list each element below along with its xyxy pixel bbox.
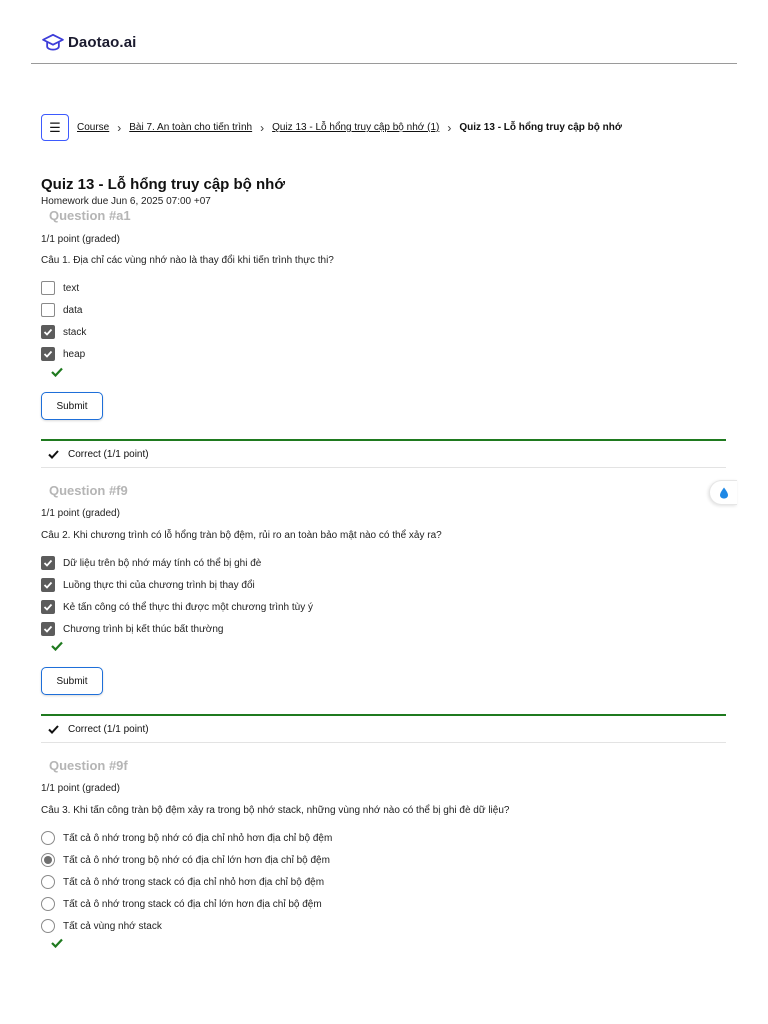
answer-option[interactable] [41,555,261,571]
option-label: Dữ liệu trên bộ nhớ máy tính có thể bị ghi đè [63,557,262,569]
option-label: stack [63,326,87,338]
breadcrumb-section[interactable]: Quiz 13 - Lỗ hổng truy cập bộ nhớ (1) [272,122,440,133]
answer-option[interactable] [41,280,79,296]
radio-button[interactable] [41,875,55,889]
droplet-icon [719,487,729,499]
radio-button[interactable] [41,919,55,933]
answer-option[interactable] [41,918,162,934]
answer-option[interactable] [41,830,332,846]
checkmark-icon [51,938,63,948]
option-label: Tất cả vùng nhớ stack [63,920,162,932]
chevron-right-icon: › [260,120,265,135]
question-prompt: Câu 3. Khi tấn công tràn bộ đệm xảy ra trong bộ nhớ stack, những vùng nhớ nào có thể bị ghi đè dữ liệu? [41,805,510,816]
answer-option[interactable] [41,302,82,318]
page-title: Quiz 13 - Lỗ hổng truy cập bộ nhớ [41,176,285,193]
question-points: 1/1 point (graded) [41,508,120,519]
breadcrumb [41,114,622,141]
brand-name: Daotao.ai [68,33,137,51]
radio-button[interactable] [41,897,55,911]
checkmark-icon [43,558,53,568]
checkmark-icon [43,349,53,359]
checkmark-icon [51,641,63,651]
graduation-cap-icon [42,33,64,51]
option-label: Tất cả ô nhớ trong bộ nhớ có địa chỉ nhỏ hơn địa chỉ bộ đệm [63,832,333,844]
question-prompt: Câu 1. Địa chỉ các vùng nhớ nào là thay đổi khi tiến trình thực thi? [41,255,334,266]
radio-button[interactable] [41,853,55,867]
checkmark-icon [48,725,59,734]
checkmark-icon [43,327,53,337]
checkbox[interactable] [41,578,55,592]
question-heading: Question #9f [49,758,128,773]
due-date: Homework due Jun 6, 2025 07:00 +07 [41,196,211,207]
checkmark-icon [43,602,53,612]
option-label: Tất cả ô nhớ trong stack có địa chỉ lớn hơn địa chỉ bộ đệm [63,898,322,910]
top-bar [31,0,737,64]
radio-button[interactable] [41,831,55,845]
question-points: 1/1 point (graded) [41,234,120,245]
result-banner [41,439,726,468]
checkbox[interactable] [41,600,55,614]
checkmark-icon [43,624,53,634]
chevron-right-icon: › [117,120,122,135]
question-heading: Question #a1 [49,208,131,223]
answer-option[interactable] [41,599,313,615]
answer-option[interactable] [41,346,85,362]
checkbox[interactable] [41,303,55,317]
question-points: 1/1 point (graded) [41,783,120,794]
option-label: Tất cả ô nhớ trong stack có địa chỉ nhỏ hơn địa chỉ bộ đệm [63,876,325,888]
breadcrumb-lesson[interactable]: Bài 7. An toàn cho tiến trình [129,122,253,133]
result-text: Correct (1/1 point) [68,723,149,735]
menu-button[interactable] [41,114,69,141]
checkbox[interactable] [41,325,55,339]
breadcrumb-course[interactable]: Course [77,122,110,133]
checkmark-icon [48,450,59,459]
result-banner [41,714,726,743]
question-heading: Question #f9 [49,483,128,498]
answer-option[interactable] [41,852,330,868]
checkbox[interactable] [41,347,55,361]
option-label: data [63,304,83,316]
answer-option[interactable] [41,896,322,912]
answer-option[interactable] [41,324,86,340]
checkmark-icon [43,580,53,590]
answer-option[interactable] [41,874,324,890]
checkbox[interactable] [41,622,55,636]
answer-option[interactable] [41,621,223,637]
menu-icon: ☰ [49,120,61,135]
option-label: Kẻ tấn công có thể thực thi được một chương trình tùy ý [63,601,313,613]
radio-dot [44,856,52,864]
chevron-right-icon: › [447,120,452,135]
option-label: heap [63,348,86,360]
submit-button[interactable]: Submit [41,667,103,695]
floating-side-tab[interactable] [709,480,737,505]
answer-option[interactable] [41,577,255,593]
submit-button[interactable]: Submit [41,392,103,420]
checkbox[interactable] [41,556,55,570]
option-label: text [63,282,80,294]
breadcrumb-current: Quiz 13 - Lỗ hổng truy cập bộ nhớ [459,122,623,133]
checkmark-icon [51,367,63,377]
option-label: Tất cả ô nhớ trong bộ nhớ có địa chỉ lớn hơn địa chỉ bộ đệm [63,854,330,866]
option-label: Luồng thực thi của chương trình bị thay đổi [63,579,255,591]
result-text: Correct (1/1 point) [68,448,149,460]
checkbox[interactable] [41,281,55,295]
option-label: Chương trình bị kết thúc bất thường [63,623,224,635]
question-prompt: Câu 2. Khi chương trình có lỗ hổng tràn bộ đệm, rủi ro an toàn bảo mật nào có thể xảy ra? [41,530,442,541]
brand-logo[interactable] [42,33,136,51]
